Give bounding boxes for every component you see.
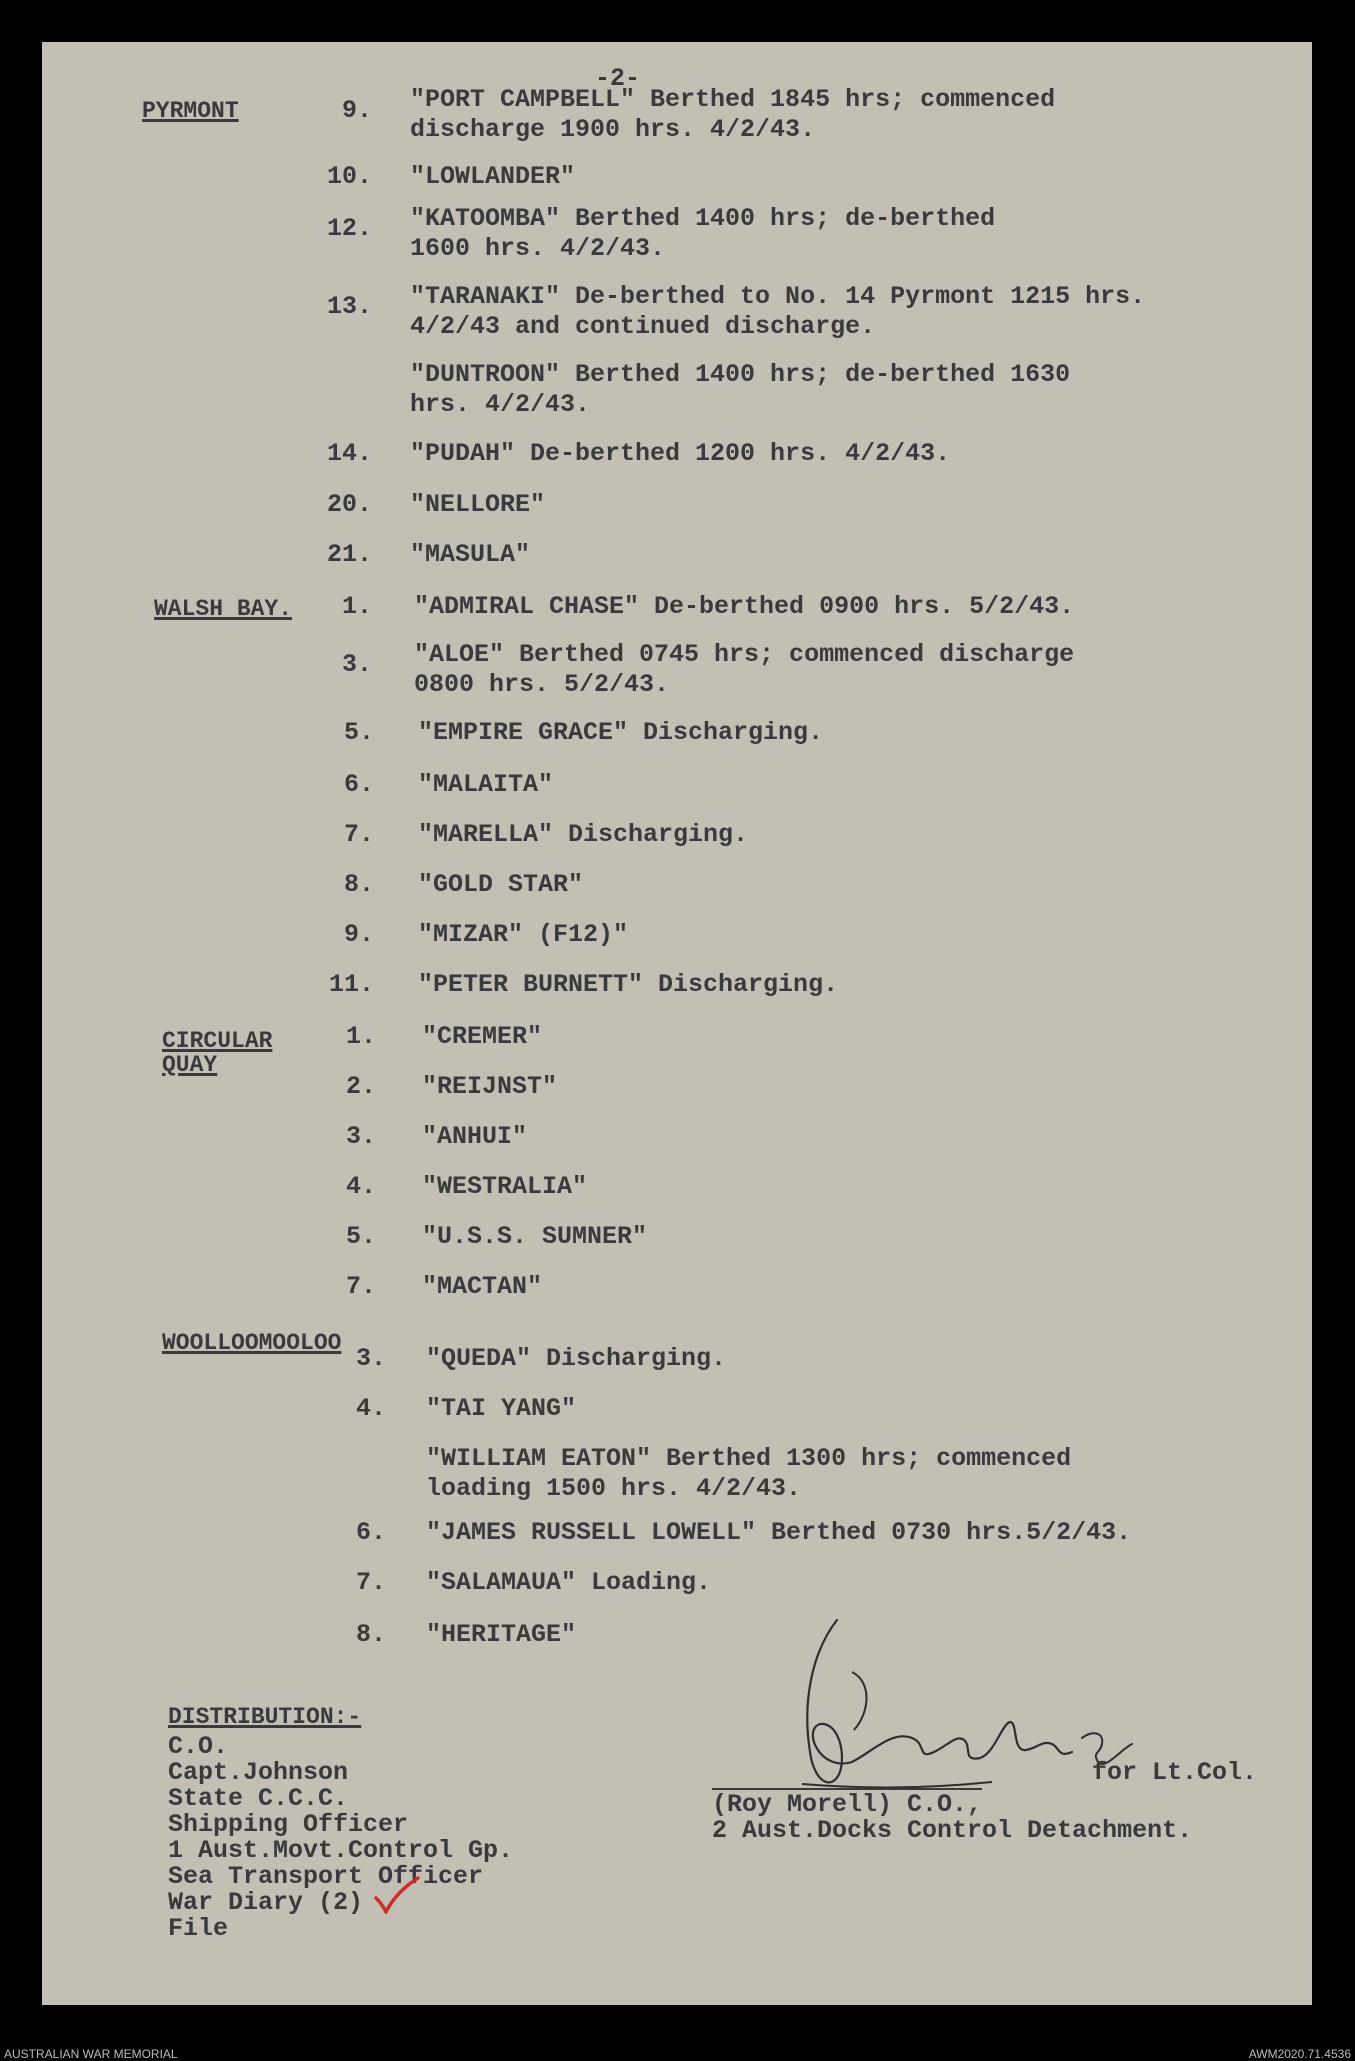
entry-text: "WILLIAM EATON" Berthed 1300 hrs; commenced [426,1444,1072,1473]
entry-text: "DUNTROON" Berthed 1400 hrs; de-berthed 1630 [410,360,1071,389]
entry-text: "MIZAR" (F12)" [418,920,629,949]
signature-unit-line: 2 Aust.Docks Control Detachment. [712,1816,1193,1845]
section-pyrmont: PYRMONT [142,98,239,124]
entry-text: "GOLD STAR" [418,870,584,899]
entry-text: "EMPIRE GRACE" Discharging. [418,718,824,747]
entry-text: "PETER BURNETT" Discharging. [418,970,839,999]
entry-text: "ADMIRAL CHASE" De-berthed 0900 hrs. 5/2/43. [414,592,1075,621]
entry-text: "MACTAN" [422,1272,543,1301]
entry-text: "U.S.S. SUMNER" [422,1222,648,1251]
entry-text-cont: 1600 hrs. 4/2/43. [410,234,666,263]
distribution-item: 1 Aust.Movt.Control Gp. [168,1836,514,1865]
entry-text: "KATOOMBA" Berthed 1400 hrs; de-berthed [410,204,996,233]
entry-text: "JAMES RUSSELL LOWELL" Berthed 0730 hrs.5/2/43. [426,1518,1132,1547]
entry-number: 1. [341,592,372,621]
entry-text-cont: loading 1500 hrs. 4/2/43. [426,1474,802,1503]
entry-number: 21. [326,540,372,569]
document-page [42,42,1312,2005]
entry-text: "ANHUI" [422,1122,528,1151]
signature-name-line: (Roy Morell) C.O., [712,1790,983,1819]
entry-number: 6. [355,1518,386,1547]
entry-text: "TARANAKI" De-berthed to No. 14 Pyrmont 1215 hrs. [410,282,1146,311]
entry-text: "HERITAGE" [426,1620,577,1649]
distribution-item: Capt.Johnson [168,1758,349,1787]
section-circular-quay-2: QUAY [162,1052,218,1078]
entry-number: 7. [343,820,374,849]
entry-text: "SALAMAUA" Loading. [426,1568,712,1597]
archive-credit: AUSTRALIAN WAR MEMORIAL [4,2047,178,2061]
entry-number: 9. [341,96,372,125]
section-circular-quay: CIRCULAR [162,1028,273,1054]
entry-text: "WESTRALIA" [422,1172,588,1201]
distribution-item: Shipping Officer [168,1810,409,1839]
entry-number: 1. [345,1022,376,1051]
entry-number: 5. [345,1222,376,1251]
entry-number: 3. [355,1344,386,1373]
entry-number: 5. [343,718,374,747]
entry-text-cont: hrs. 4/2/43. [410,390,591,419]
entry-text-cont: discharge 1900 hrs. 4/2/43. [410,115,816,144]
page-number: -2- [595,64,641,93]
entry-text: "MARELLA" Discharging. [418,820,749,849]
entry-text: "ALOE" Berthed 0745 hrs; commenced discharge [414,640,1075,669]
entry-number: 3. [345,1122,376,1151]
section-woolloomooloo: WOOLLOOMOOLOO [162,1330,342,1356]
entry-number: 20. [326,490,372,519]
entry-text: "CREMER" [422,1022,543,1051]
entry-number: 8. [343,870,374,899]
entry-number: 6. [343,770,374,799]
entry-text: "NELLORE" [410,490,546,519]
entry-number: 3. [341,650,372,679]
distribution-item: File [168,1914,229,1943]
entry-number: 12. [326,214,372,243]
entry-text: "PUDAH" De-berthed 1200 hrs. 4/2/43. [410,439,951,468]
signature-for-line: for Lt.Col. [1092,1758,1258,1787]
entry-number: 11. [328,970,374,999]
entry-text-cont: 4/2/43 and continued discharge. [410,312,876,341]
entry-text-cont: 0800 hrs. 5/2/43. [414,670,670,699]
distribution-item: Sea Transport Officer [168,1862,484,1891]
entry-text: "PORT CAMPBELL" Berthed 1845 hrs; commenced [410,85,1056,114]
entry-text: "MASULA" [410,540,531,569]
entry-text: "REIJNST" [422,1072,558,1101]
entry-number: 8. [355,1620,386,1649]
distribution-item: C.O. [168,1732,229,1761]
section-walsh-bay: WALSH BAY. [154,596,293,622]
entry-number: 14. [326,439,372,468]
archive-reference: AWM2020.71.4536 [1248,2047,1351,2061]
check-mark-icon [372,1876,422,1916]
entry-number: 13. [326,292,372,321]
entry-number: 4. [345,1172,376,1201]
entry-number: 4. [355,1394,386,1423]
entry-number: 7. [355,1568,386,1597]
entry-text: "MALAITA" [418,770,554,799]
entry-number: 7. [345,1272,376,1301]
distribution-item: War Diary (2) [168,1888,364,1917]
entry-text: "QUEDA" Discharging. [426,1344,727,1373]
entry-text: "LOWLANDER" [410,162,576,191]
entry-number: 9. [343,920,374,949]
distribution-item: State C.C.C. [168,1784,349,1813]
entry-text: "TAI YANG" [426,1394,577,1423]
entry-number: 10. [326,162,372,191]
distribution-heading: DISTRIBUTION:- [168,1704,362,1730]
entry-number: 2. [345,1072,376,1101]
